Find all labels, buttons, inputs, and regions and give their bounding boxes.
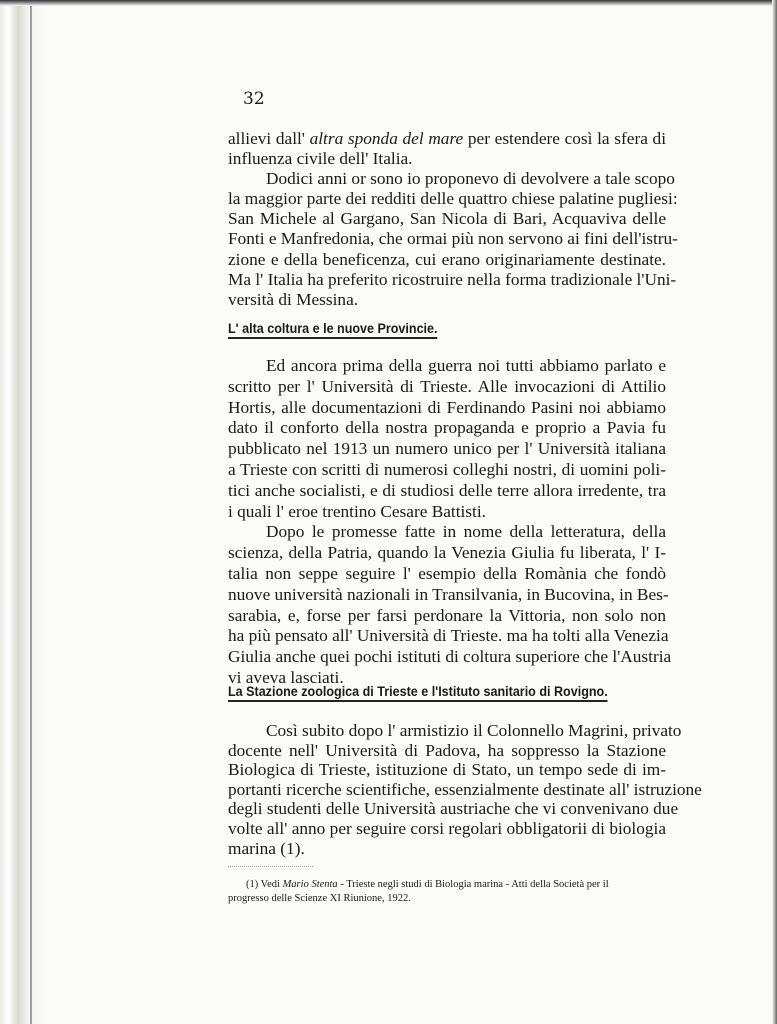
text-line — [228, 799, 679, 819]
text-span: tici anche socialisti, e di studiosi delle terre allora irredente, tra — [228, 480, 666, 500]
scan-right-edge — [772, 0, 777, 1024]
text-line — [228, 819, 666, 839]
text-span: influenza civile dell' Italia. — [228, 149, 413, 169]
text-line — [228, 189, 678, 209]
text-line — [228, 129, 666, 149]
text-line — [228, 779, 702, 800]
text-line — [228, 290, 666, 310]
text-line — [228, 250, 666, 270]
text-line — [228, 839, 666, 859]
text-span: Dopo le promesse fatte in nome della letteratura, della — [266, 522, 666, 542]
text-span: versità di Messina. — [228, 289, 359, 309]
footnote-marker: (1) Vedi — [246, 879, 283, 890]
text-span: ha più pensato all' Università di Trieste. ma ha tolti alla Venezia — [228, 626, 669, 646]
text-span: Ed ancora prima della guerra noi tutti abbiamo parlato e — [266, 356, 666, 375]
text-line — [228, 398, 666, 419]
text-line — [228, 564, 666, 585]
text-line — [228, 647, 672, 668]
text-span: Ma l' Italia ha preferito ricostruire nella forma tradizionale l'Uni- — [228, 269, 677, 289]
text-span: docente nell' Università di Padova, ha soppresso la Stazione — [228, 740, 666, 760]
footnote — [228, 878, 666, 906]
text-span: la maggior parte dei redditi delle quattro chiese palatine pugliesi: — [228, 189, 678, 209]
section-stazione-zoologica — [228, 721, 702, 858]
text-span: zione e della beneficenza, cui erano originariamente destinate. — [228, 249, 666, 269]
section-heading-stazione-zoologica: La Stazione zoologica di Trieste e l'Istituto sanitario di Rovigno. — [228, 684, 608, 702]
text-line — [228, 481, 666, 502]
text-span: volte all' anno per seguire corsi regolari obbligatorii di biologia — [228, 818, 666, 838]
text-span: dato il conforto della nostra propaganda e proprio a Pavia fu — [228, 418, 666, 438]
page-number: 32 — [243, 89, 265, 109]
text-line — [228, 439, 666, 460]
footnote-rule — [228, 866, 313, 867]
scan-top-edge — [0, 0, 777, 6]
text-line — [228, 209, 666, 229]
text-span: Biologica di Trieste, istituzione di Stato, un tempo sede di im- — [228, 760, 666, 780]
text-span: Dodici anni or sono io proponevo di devolvere a tale scopo — [266, 169, 675, 189]
text-line — [228, 741, 666, 761]
text-span: vi aveva lasciati. — [228, 667, 344, 687]
text-line — [228, 606, 666, 627]
text-span: San Michele al Gargano, San Nicola di Bari, Acquaviva delle — [228, 209, 666, 229]
text-line — [228, 584, 669, 606]
text-line — [228, 543, 666, 564]
text-span: Giulia anche quei pochi istituti di coltura superiore che l'Austria — [228, 647, 672, 667]
text-line — [228, 626, 669, 647]
text-span: portanti ricerche scientifiche, essenzialmente destinate all' istruzione — [228, 779, 702, 799]
scan-binding-line — [30, 0, 32, 1024]
text-line — [228, 721, 682, 741]
text-line — [228, 269, 677, 290]
text-span: a Trieste con scritti di numerosi colleghi nostri, di uomini poli- — [228, 459, 666, 479]
text-span: Così subito dopo l' armistizio il Colonnello Magrini, privato — [266, 721, 682, 740]
text-span: degli studenti delle Università austriache che vi convenivano due — [228, 799, 679, 819]
text-line — [228, 149, 666, 169]
text-line — [228, 502, 666, 523]
text-span: allievi dall' — [228, 129, 310, 148]
footnote-author: Mario Stenta — [282, 879, 338, 890]
section-alta-coltura — [228, 356, 672, 689]
text-line — [228, 460, 666, 481]
text-span: i quali l' eroe trentino Cesare Battisti. — [228, 501, 486, 521]
text-span: marina (1). — [228, 838, 305, 858]
italic-text: altra sponda del mare — [309, 129, 464, 148]
text-span: sarabia, e, forse per farsi perdonare la Vittoria, non solo non — [228, 605, 666, 625]
text-line — [228, 522, 666, 543]
text-span: per estendere così la sfera di — [463, 129, 667, 148]
text-line — [228, 169, 675, 189]
text-line — [228, 418, 666, 439]
section-intro — [228, 129, 678, 310]
text-span: talia non seppe seguire l' esempio della Romània che fondò — [228, 563, 666, 583]
text-span: Hortis, alle documentazioni di Ferdinando Pasini noi abbiamo — [228, 397, 666, 417]
text-line — [228, 377, 666, 398]
text-line — [228, 760, 666, 780]
text-span: scienza, della Patria, quando la Venezia Giulia fu liberata, l' I- — [228, 543, 666, 563]
text-span: pubblicato nel 1913 un numero unico per l' Università italiana — [228, 439, 666, 459]
footnote-text-line2: progresso delle Scienze XI Riunione, 1922. — [228, 893, 411, 904]
text-line — [228, 356, 666, 377]
text-span: Fonti e Manfredonia, che ormai più non servono ai fini dell'istru- — [228, 229, 678, 249]
text-span: scritto per l' Università di Trieste. Alle invocazioni di Attilio — [228, 376, 666, 396]
text-span: nuove università nazionali in Transilvania, in Bucovina, in Bes- — [228, 584, 669, 604]
section-heading-alta-coltura: L' alta coltura e le nuove Provincie. — [228, 321, 438, 339]
scan-binding-edge — [0, 0, 46, 1024]
text-line — [228, 229, 678, 249]
footnote-text: - Trieste negli studi di Biologia marina - Atti della Società per il — [337, 879, 609, 890]
